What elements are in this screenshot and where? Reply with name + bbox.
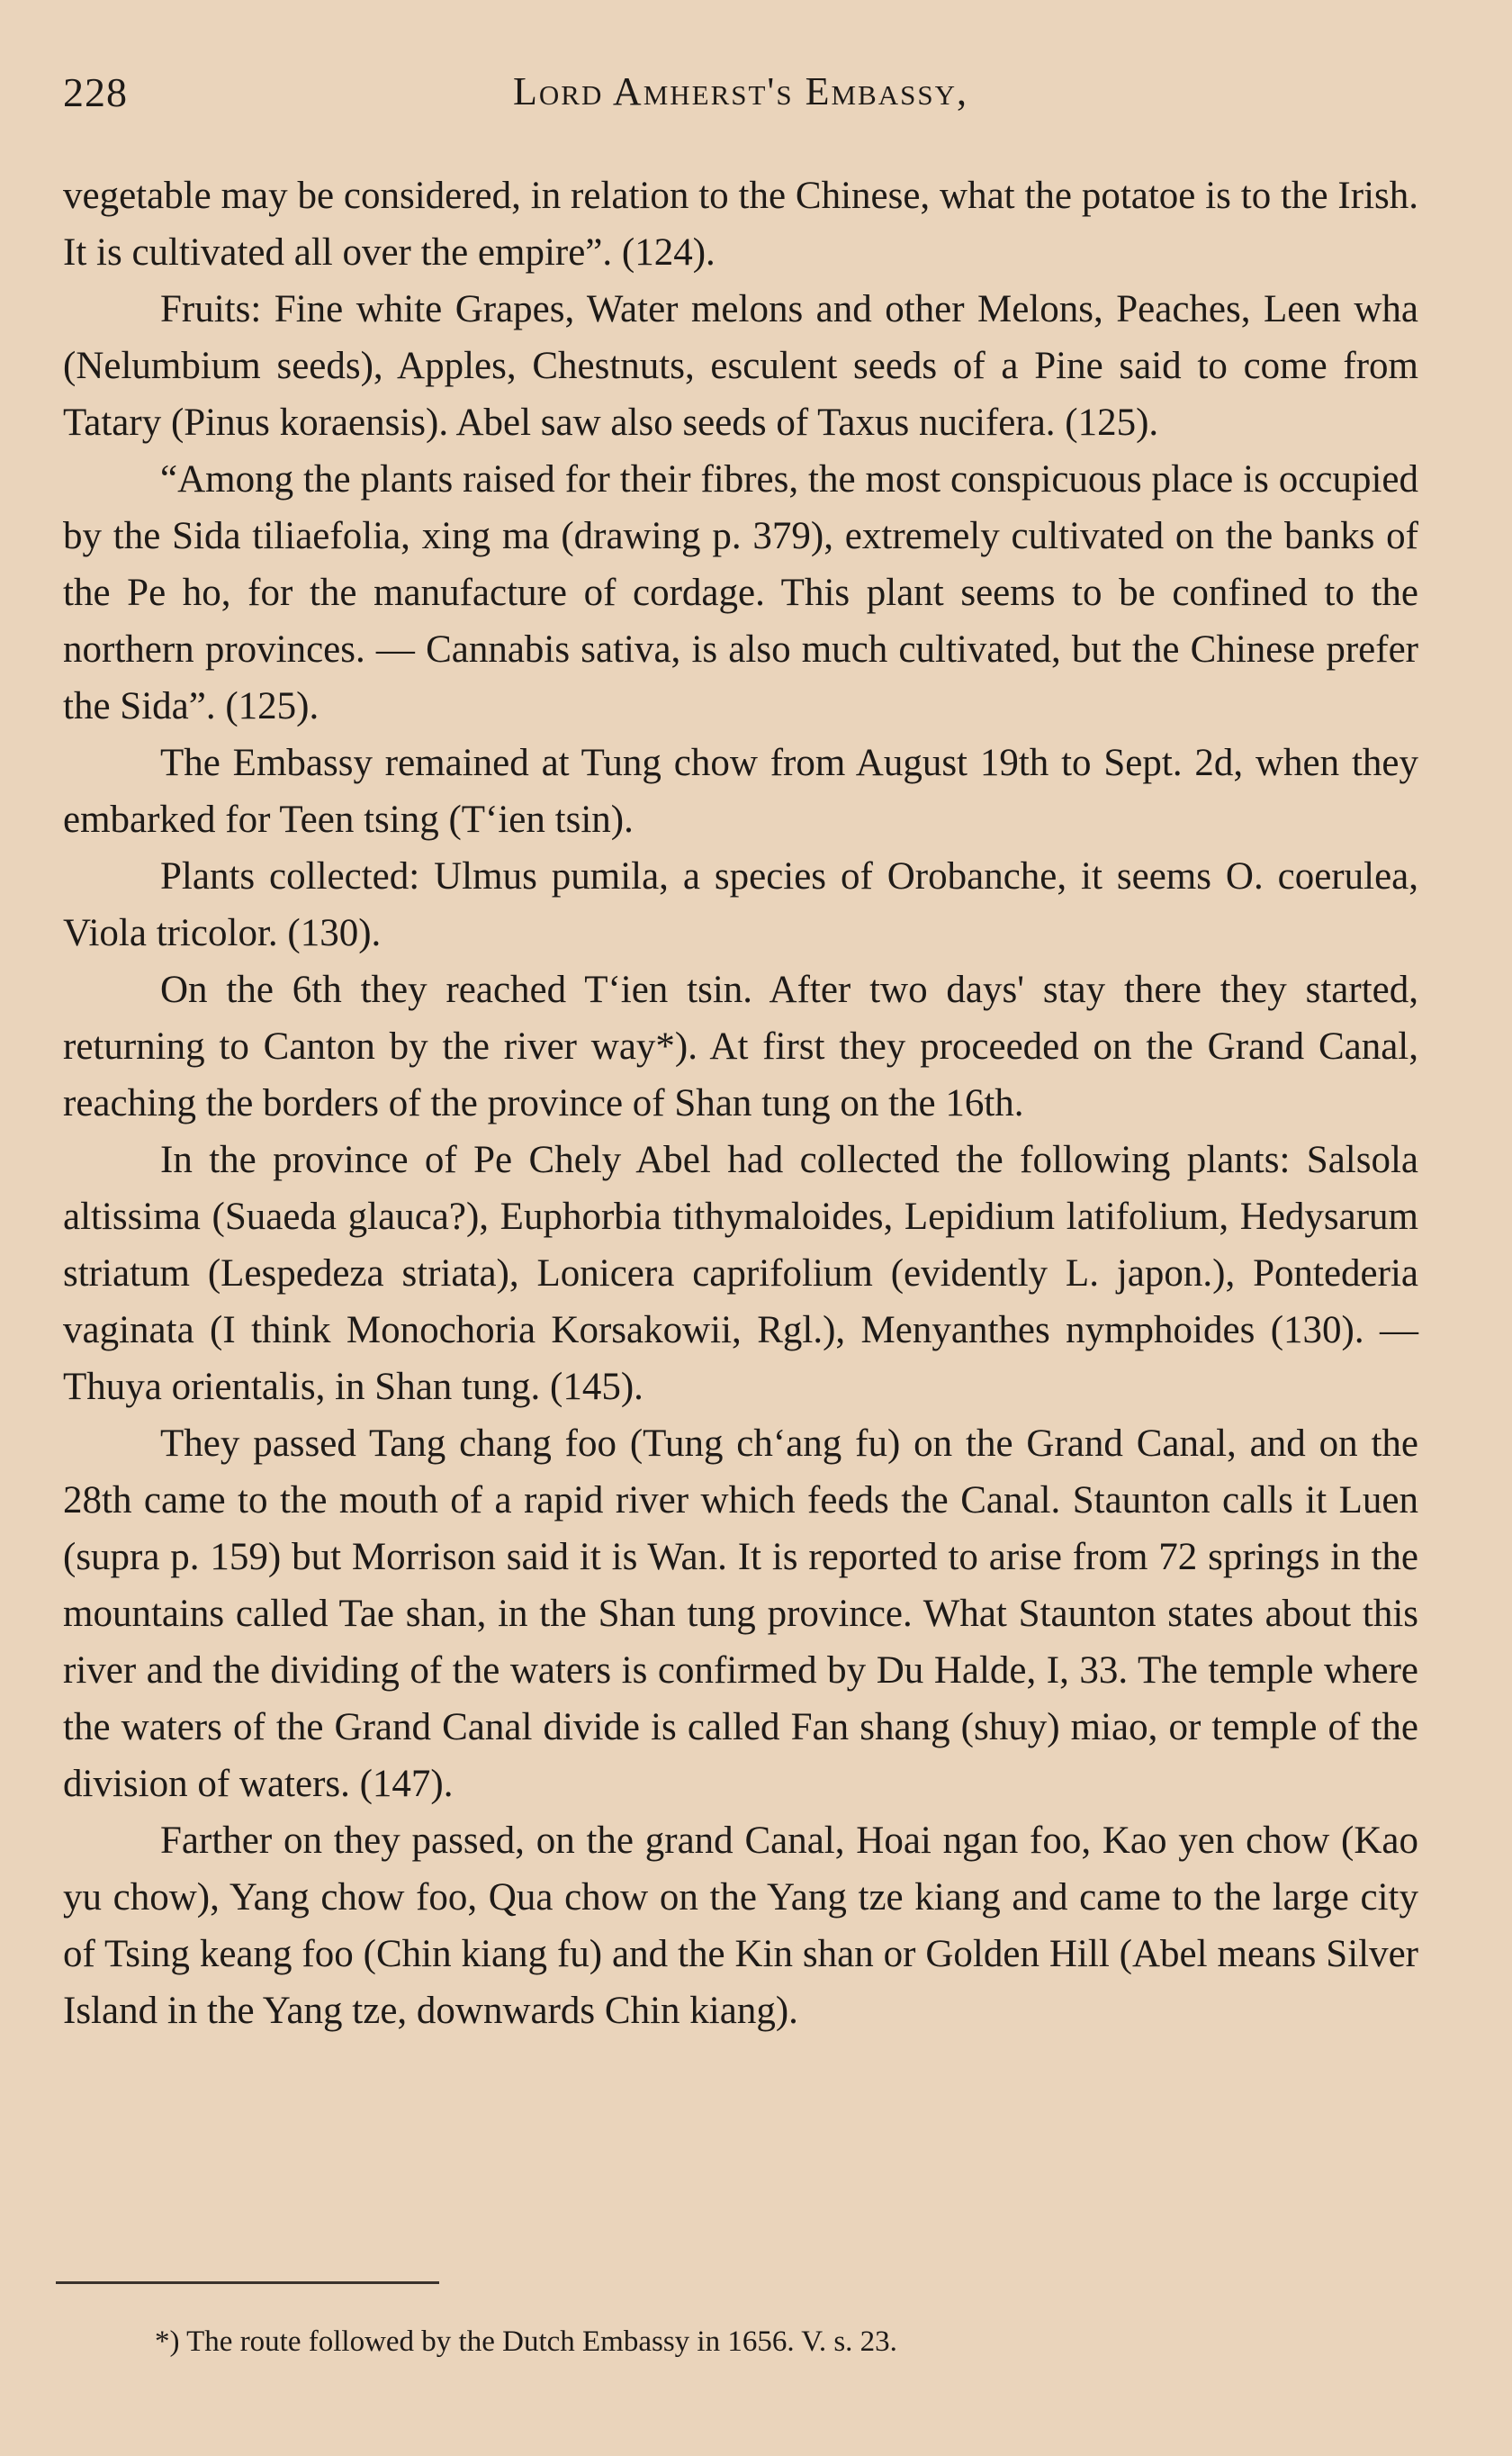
- paragraph: Fruits: Fine white Grapes, Water melons and other Melons, Peaches, Leen wha (Nelumbium seeds), Apples, Chestnuts, esculent seeds of a Pine said to come from Tatary (Pinus koraensis). Abel saw also seeds of Taxus nucifera. (125).: [63, 288, 1418, 444]
- paragraph: They passed Tang chang foo (Tung chʻang fu) on the Grand Canal, and on the 28th came to the mouth of a rapid river which feeds the Canal. Staunton calls it Luen (supra p. 159) but Morrison said it is Wan. It is reported to arise from 72 springs in the mountains called Tae shan, in the Shan tung province. What Staunton states about this river and the dividing of the waters is confirmed by Du Halde, I, 33. The temple where the waters of the Grand Canal divide is called Fan shang (shuy) miao, or temple of the division of waters. (147).: [63, 1422, 1418, 1805]
- paragraph: vegetable may be considered, in relation to the Chinese, what the potatoe is to the Irish. It is cultivated all over the empire”. (124).: [63, 175, 1418, 274]
- paragraph: “Among the plants raised for their fibres, the most conspicuous place is occupied by the Sida tiliaefolia, xing ma (drawing p. 379), extremely cultivated on the banks of the Pe ho, for the manufacture of cordage. This plant seems to be confined to the northern provinces. — Cannabis sativa, is also much cultivated, but the Chinese prefer the Sida”. (125).: [63, 458, 1418, 727]
- footnote-rule: [56, 2281, 439, 2284]
- body-text: [63, 167, 1418, 2039]
- paragraph: In the province of Pe Chely Abel had collected the following plants: Salsola altissima (Suaeda glauca?), Euphorbia tithymaloides, Lepidium latifolium, Hedysarum striatum (Lespedeza striata), Lonicera caprifolium (evidently L. japon.), Pontederia vaginata (I think Monochoria Korsakowii, Rgl.), Menyanthes nymphoides (130). — Thuya orientalis, in Shan tung. (145).: [63, 1139, 1418, 1408]
- paragraph: Plants collected: Ulmus pumila, a species of Orobanche, it seems O. coerulea, Viola tricolor. (130).: [63, 855, 1418, 954]
- page-header: [63, 68, 1418, 131]
- paragraph: Farther on they passed, on the grand Canal, Hoai ngan foo, Kao yen chow (Kao yu chow), Yang chow foo, Qua chow on the Yang tze kiang and came to the large city of Tsing keang foo (Chin kiang fu) and the Kin shan or Golden Hill (Abel means Silver Island in the Yang tze, downwards Chin kiang).: [63, 1819, 1418, 2032]
- page-number: 228: [63, 69, 128, 115]
- running-title: Lord Amherst's Embassy,: [513, 69, 968, 113]
- paragraph: The Embassy remained at Tung chow from August 19th to Sept. 2d, when they embarked for Teen tsing (Tʻien tsin).: [63, 742, 1418, 841]
- paragraph: On the 6th they reached Tʻien tsin. After two days' stay there they started, returning to Canton by the river way*). At first they proceeded on the Grand Canal, reaching the borders of the province of Shan tung on the 16th.: [63, 969, 1418, 1124]
- footnote: *) The route followed by the Dutch Embassy in 1656. V. s. 23.: [155, 2325, 897, 2358]
